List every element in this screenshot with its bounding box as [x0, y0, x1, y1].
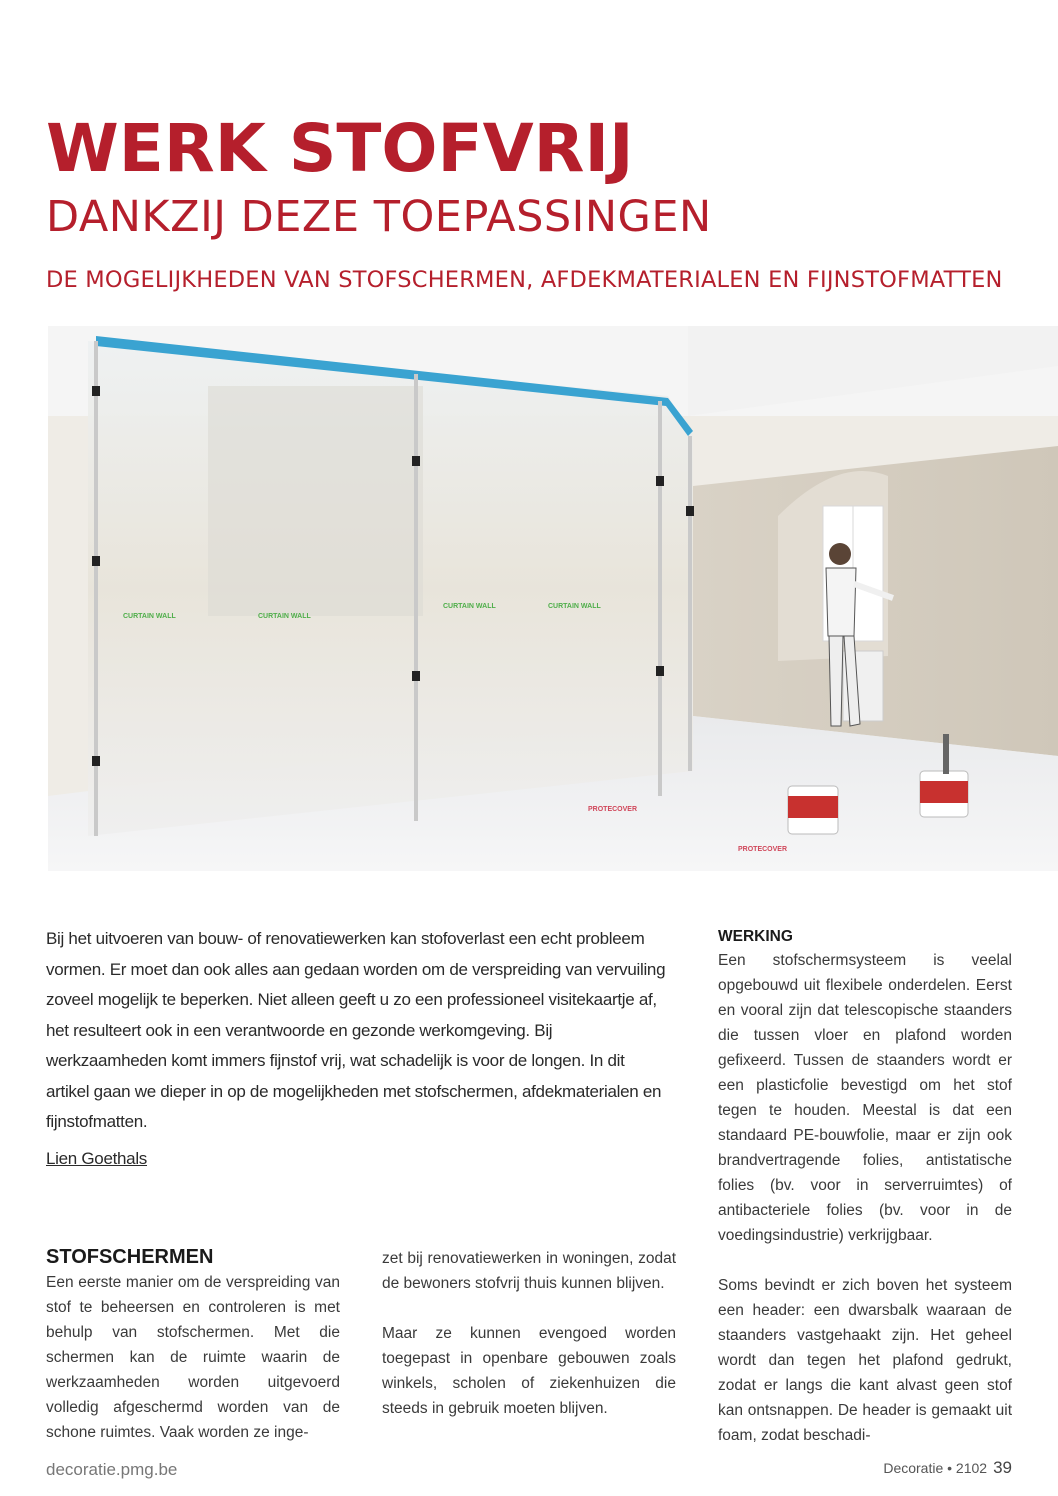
intro-paragraph: Bij het uitvoeren van bouw- of renovatiewerken kan stofoverlast een echt probleem vormen. Er moet dan ook alles aan gedaan worden om de verspreiding van vervuiling zoveel mogelijk te beperken. Niet alleen geeft u zo een professioneel visitekaartje af, het resulteert ook in een verantwoorde en gezonde werkomgeving. Bij werkzaamheden komt immers fijnstof vrij, wat schadelijk is voor de longen. In dit artikel gaan we dieper in op de mogelijkheden met stofschermen, afdekmaterialen en fijnstofmatten. [46, 929, 666, 1131]
svg-text:CURTAIN WALL: CURTAIN WALL [443, 603, 496, 610]
column-2 [382, 1246, 676, 1421]
column-1-paragraph: Een eerste manier om de verspreiding van stof te beheersen en controleren is met behulp van stofschermen. Met die schermen kan de ruimte waarin de werkzaamheden worden uitgevoerd volledig afgeschermd worden van de schone ruimtes. Vaak worden ze inge- [46, 1274, 340, 1441]
footer-issue [883, 1456, 1012, 1480]
column-3-paragraph-1: Een stofschermsysteem is veelal opgebouwd uit flexibele onderdelen. Eerst en vooral zijn dat telescopische staanders die tussen vloer en plafond worden gefixeerd. Tussen de staanders wordt er een plasticfolie bevestigd om het stof tegen te houden. Meestal is dat een standaard PE-bouwfolie, maar er zijn ook brandvertragende folies, antistatische folies (bv. voor in serverruimtes) of antibacteriele folies (bv. voor in de voedingsindustrie) verkrijgbaar. [718, 952, 1012, 1244]
column-3 [718, 948, 1012, 1448]
svg-text:PROTECOVER: PROTECOVER [588, 806, 638, 813]
column-2-paragraph-2: Maar ze kunnen evengoed worden toegepast in openbare gebouwen zoals winkels, scholen of ziekenhuizen die steeds in gebruik moeten blijven. [382, 1325, 676, 1417]
page-number: 39 [993, 1458, 1012, 1477]
column-1 [46, 1270, 340, 1445]
column-3-paragraph-2: Soms bevindt er zich boven het systeem een header: een dwarsbalk waaraan de staanders vastgehaakt zijn. Het geheel wordt dan tegen het plafond gedrukt, zodat er langs die kant alvast geen stof kan ontsnappen. De header is gemaakt uit foam, zodat beschadi- [718, 1277, 1012, 1444]
svg-text:CURTAIN WALL: CURTAIN WALL [258, 613, 311, 620]
article-subtitle: DE MOGELIJKHEDEN VAN STOFSCHERMEN, AFDEKMATERIALEN EN FIJNSTOFMATTEN [46, 267, 1003, 293]
article-title: WERK STOFVRIJ [46, 110, 634, 187]
renovation-photo [48, 326, 1058, 871]
svg-text:CURTAIN WALL: CURTAIN WALL [123, 613, 176, 620]
footer-website-link[interactable]: decoratie.pmg.be [46, 1460, 178, 1479]
section-heading-werking: WERKING [718, 928, 793, 945]
svg-text:PROTECOVER: PROTECOVER [738, 846, 788, 853]
author-link[interactable]: Lien Goethals [46, 1149, 148, 1168]
svg-text:CURTAIN WALL: CURTAIN WALL [548, 603, 601, 610]
footer-issue-label: Decoratie • 2102 [883, 1460, 988, 1476]
article-title-sub: DANKZIJ DEZE TOEPASSINGEN [46, 192, 712, 242]
section-heading-stofschermen: STOFSCHERMEN [46, 1246, 214, 1268]
column-2-paragraph-1: zet bij renovatiewerken in woningen, zodat de bewoners stofvrij thuis kunnen blijven. [382, 1250, 676, 1292]
